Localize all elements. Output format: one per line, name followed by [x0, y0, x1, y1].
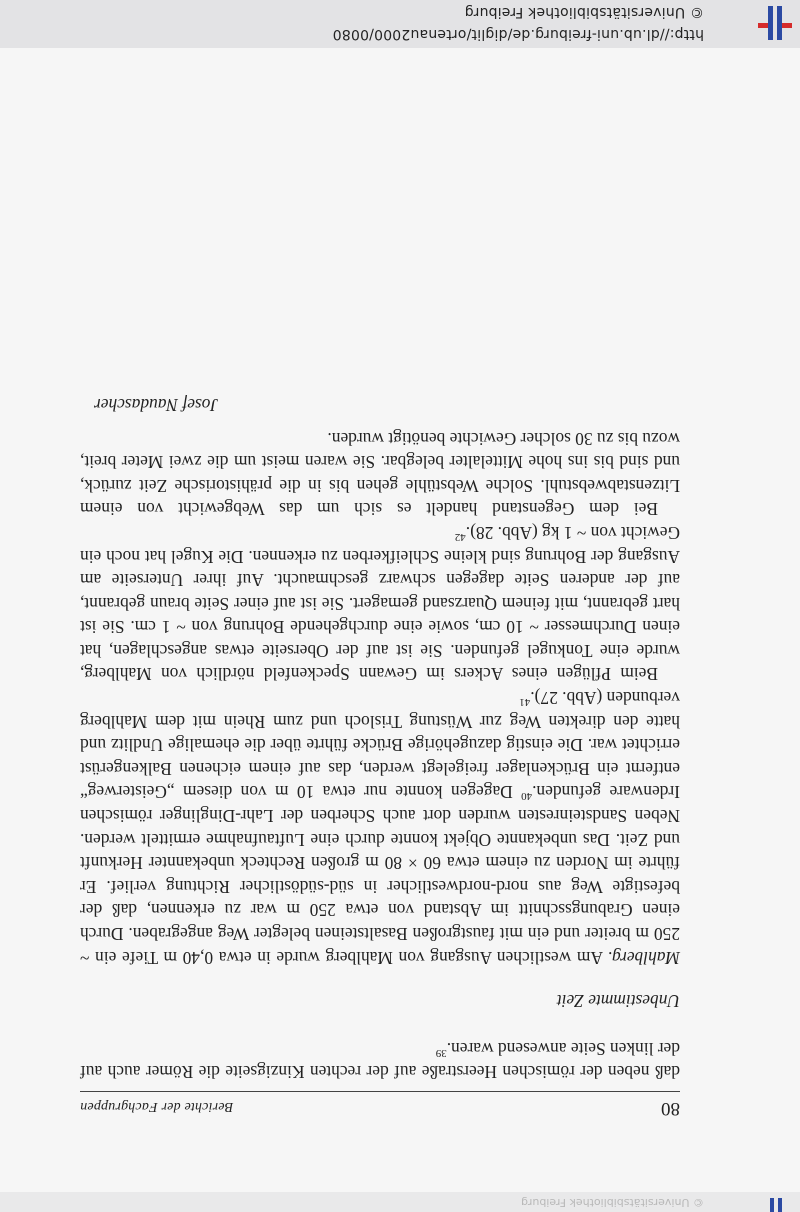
- paragraph-intro: daß neben der römischen Heerstraße auf der rechten Kinzigseite die Römer auch auf der linken Seite anwesend waren.$^{39}$: [80, 1038, 680, 1083]
- paragraph-webgewicht: Bei dem Gegenstand handelt es sich um das Webgewicht von einem Litzenstabwebstuhl. Solche Webstühle gehen bis in die prähistorische Zeit zurück, und sind bis ins hohe Mittelalter belegbar. Sie waren meist um die zwei Meter breit, wozu bis zu 30 solcher Gewichte benötigt wurden.: [80, 428, 680, 520]
- copyright-text: © Universitätsbibliothek Freiburg: [464, 4, 704, 20]
- document-page: [80, 392, 680, 1120]
- running-head-title: Berichte der Fachgruppen: [80, 1099, 234, 1114]
- viewer-header-strip: [0, 1192, 800, 1212]
- footnote-ref: 39: [435, 1046, 447, 1059]
- paragraph-mahlberg: Mahlberg. Am westlichen Ausgang von Mahlberg wurde in etwa 0,40 m Tiefe ein ~ 250 m breiter und ein mit faustgroßen Basaltsteinen belegter Weg angegraben. Durch einen Grabungsschnitt im Abstand von etwa 250 m war zu erkennen, daß der befestigte Weg aus nord-nordwestlicher in süd-südöstlicher Richtung verlief. Er führte im Norden zu einem etwa 60 × 80 m großen Rechteck unbekannter Herkunft und Zeit. Das unbekannte Objekt konnte durch eine Luftaufnahme ermittelt werden. Neben Sandsteinresten wurden dort auch Scherben der Lahr-Dinglinger römischen Irdenware gefunden.$^{40}$ Dagegen konnte nur etwa 10 m von diesem „Geisterweg“ entfernt ein Brückenlager freigelegt werden, das auf einem eichenen Balkengerüst errichtet war. Die einstig dazugehörige Brücke führte über die ehemalige Undlitz und hatte den direkten Weg zur Wüstung Trisloch und zum Rhein mit dem Mahlberg verbunden (Abb. 27).$^{41}$: [80, 688, 680, 968]
- footnote-ref: 40: [521, 790, 533, 803]
- ub-logo-icon: [756, 1192, 796, 1212]
- viewer-footer: [0, 0, 800, 48]
- page-number: 80: [661, 1098, 680, 1119]
- ub-logo-icon: [756, 2, 796, 42]
- place-lead: Mahlberg.: [607, 947, 680, 968]
- footnote-ref: 41: [519, 695, 531, 708]
- header-watermark-text: © Universitätsbibliothek Freiburg: [521, 1196, 704, 1209]
- footnote-ref: 42: [454, 530, 466, 543]
- section-heading: Unbestimmte Zeit: [556, 991, 680, 1012]
- running-header: [80, 1091, 680, 1120]
- source-url-link[interactable]: http://dl.ub.uni-freiburg.de/diglit/ortenau2000/0080: [332, 26, 704, 42]
- paragraph-tonkugel: Beim Pflügen eines Ackers im Gewann Speckenfeld nördlich von Mahlberg, wurde eine Tonkugel gefunden. Sie ist auf der Oberseite etwas angeschlagen, hat einen Durchmesser ~ 10 cm, sowie eine durchgehende Bohrung von ~ 1 cm. Sie ist hart gebrannt, mit feinem Quarzsand gemagert. Sie ist auf einer Seite braun gebrannt, auf der anderen Seite dagegen schwarz geschmaucht. Auf ihrer Unterseite am Ausgang der Bohrung sind kleine Schleifkerben zu erkennen. Die Kugel hat noch ein Gewicht von ~ 1 kg (Abb. 28).$^{42}$: [80, 522, 680, 685]
- author-signature: Josef Naudascher: [94, 394, 219, 415]
